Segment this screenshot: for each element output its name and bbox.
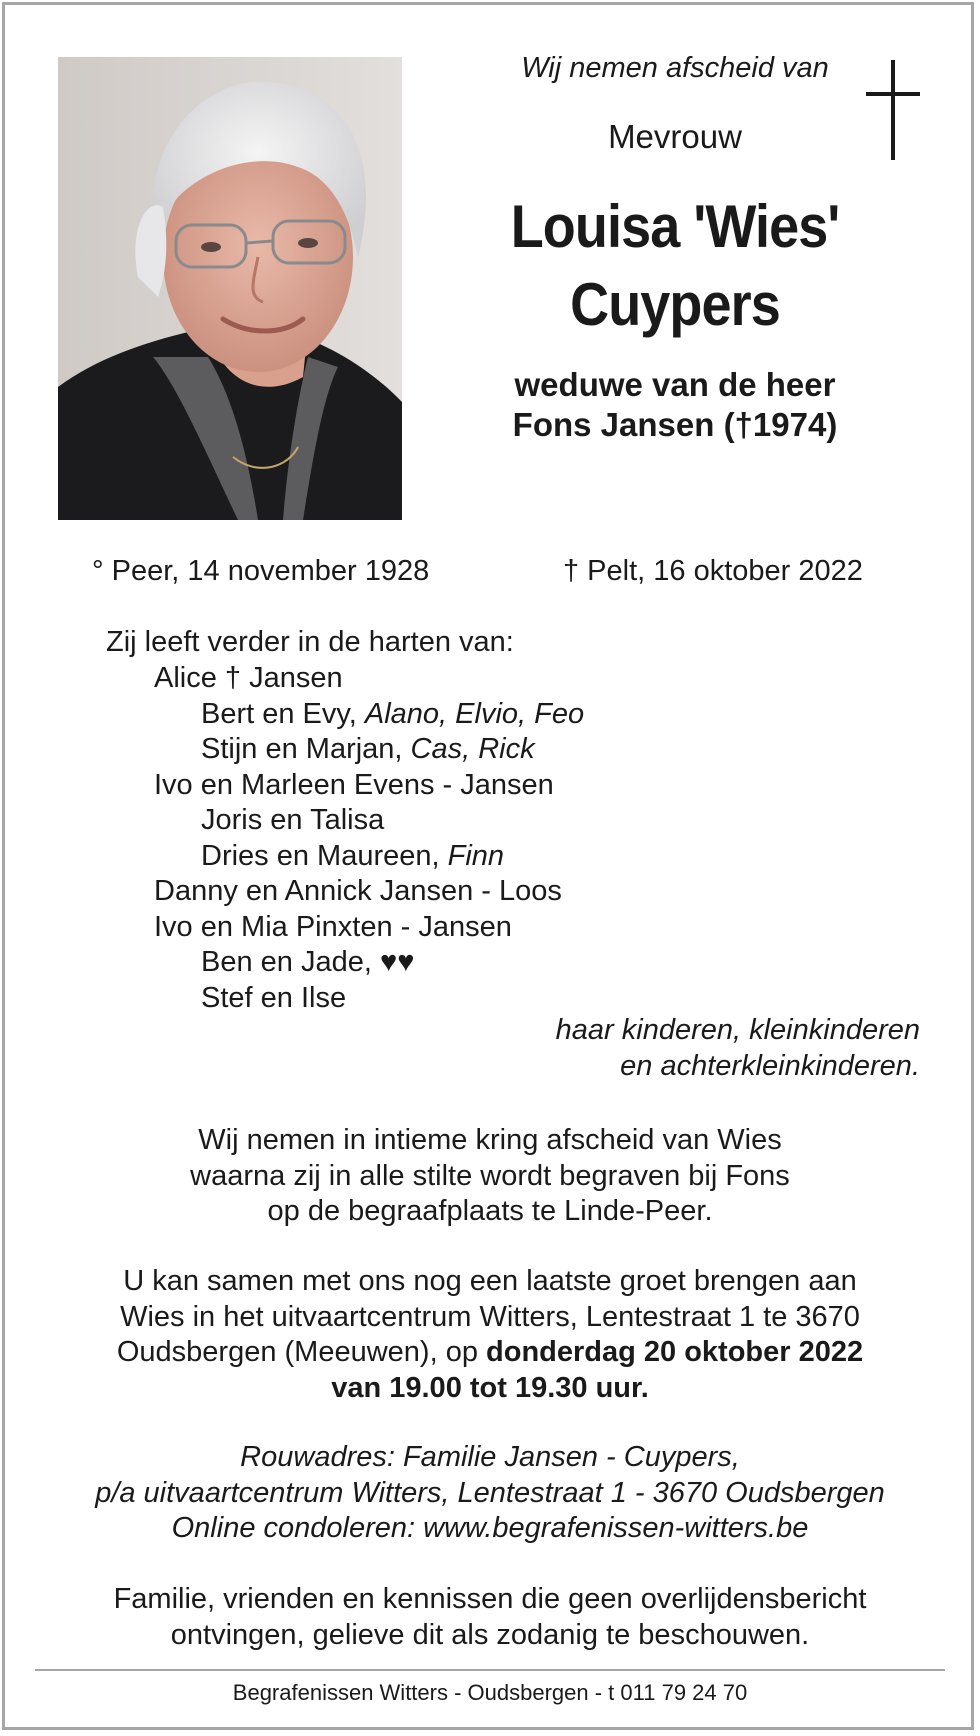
visit-line-3: Oudsbergen (Meeuwen), op donderdag 20 oktober 2022 [116, 1336, 864, 1368]
spouse-line-1: weduwe van de heer [514, 366, 836, 403]
ceremony-line-1: Wij nemen in intieme kring afscheid van Wies [198, 1124, 782, 1156]
portrait-photo [58, 57, 402, 520]
mourning-address [40, 1440, 940, 1547]
salutation: Mevrouw [608, 118, 742, 155]
family-relation [556, 1013, 920, 1084]
family-row: Ivo en Marleen Evens - Jansen [154, 768, 554, 801]
family-list [0, 661, 980, 1016]
family-row: Dries en Maureen, Finn [201, 839, 505, 872]
birth-date: ° Peer, 14 november 1928 [92, 555, 430, 587]
spouse-line-2: Fons Jansen (†1974) [512, 406, 838, 443]
name-line-2: Cuypers [570, 271, 780, 338]
family-row: Joris en Talisa [201, 804, 385, 836]
family-row: Stef en Ilse [201, 981, 347, 1014]
visit-line-1: U kan samen met ons nog een laatste groet brengen aan [123, 1265, 857, 1297]
ceremony-text [40, 1123, 940, 1230]
visit-time: van 19.00 tot 19.30 uur. [331, 1371, 649, 1404]
deceased-name [471, 188, 880, 344]
intro-text: Wij nemen afscheid van [521, 52, 829, 84]
name-line-1: Louisa 'Wies' [510, 193, 840, 260]
spouse-text [448, 365, 902, 445]
visit-text [40, 1264, 940, 1406]
notice-text [40, 1582, 940, 1653]
footer-divider [35, 1669, 945, 1671]
family-row: Alice † Jansen [154, 662, 343, 694]
ceremony-line-3: op de begraafplaats te Linde-Peer. [267, 1195, 713, 1227]
family-intro: Zij leeft verder in de harten van: [106, 626, 514, 658]
relation-line-2: en achterkleinkinderen. [620, 1049, 920, 1082]
notice-line-1: Familie, vrienden en kennissen die geen overlijdensbericht [113, 1583, 867, 1615]
family-row: Ivo en Mia Pinxten - Jansen [154, 910, 512, 943]
portrait-illustration [58, 57, 402, 520]
cross-horizontal-bar [866, 92, 920, 96]
ceremony-line-2: waarna zij in alle stilte wordt begraven bij Fons [190, 1159, 790, 1192]
notice-line-2: ontvingen, gelieve dit als zodanig te beschouwen. [170, 1618, 810, 1651]
visit-line-2: Wies in het uitvaartcentrum Witters, Lentestraat 1 te 3670 [120, 1300, 860, 1333]
family-row: Danny en Annick Jansen - Loos [154, 875, 562, 907]
address-line-2: p/a uitvaartcentrum Witters, Lentestraat 1 - 3670 Oudsbergen [95, 1476, 885, 1509]
death-date: † Pelt, 16 oktober 2022 [563, 555, 863, 587]
visit-date: donderdag 20 oktober 2022 [486, 1336, 864, 1368]
address-line-1: Rouwadres: Familie Jansen - Cuypers, [240, 1441, 740, 1473]
family-row: Bert en Evy, Alano, Elvio, Feo [201, 697, 585, 730]
condolence-link[interactable]: Online condoleren: www.begrafenissen-witters.be [171, 1512, 809, 1544]
relation-line-1: haar kinderen, kleinkinderen [555, 1014, 920, 1046]
family-row: Ben en Jade, ♥♥ [201, 946, 415, 978]
family-row: Stijn en Marjan, Cas, Rick [201, 733, 535, 765]
footer-funeral-home: Begrafenissen Witters - Oudsbergen - t 011 79 24 70 [232, 1680, 748, 1705]
